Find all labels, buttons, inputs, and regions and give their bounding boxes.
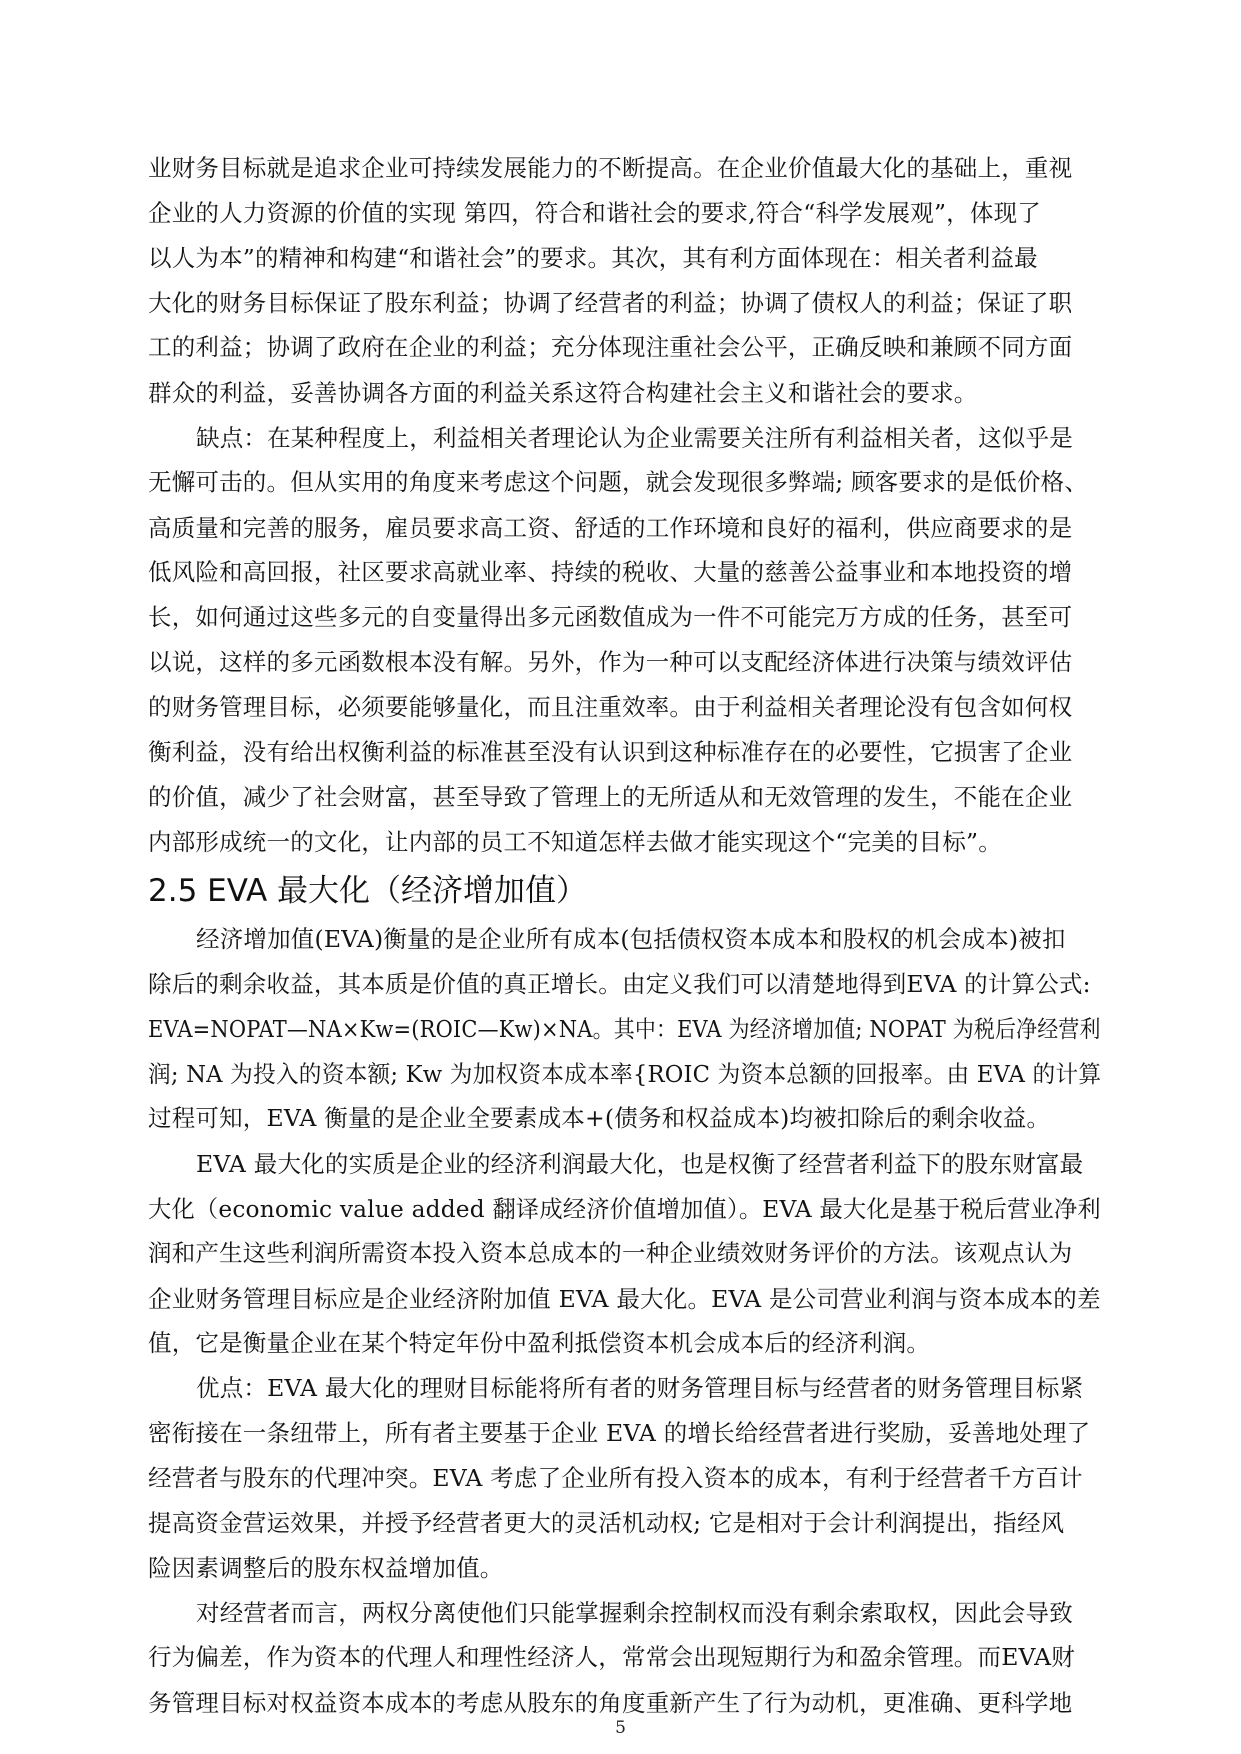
paragraph-6-line-1: 对经营者而言，两权分离使他们只能掌握剩余控制权而没有剩余索取权，因此会导致 [196, 1598, 1073, 1627]
paragraph-6-line-2: 行为偏差，作为资本的代理人和理性经济人，常常会出现短期行为和盈余管理。而EVA财 [148, 1643, 1076, 1672]
page-number: 5 [615, 1718, 626, 1738]
paragraph-2-line-10: 内部形成统一的文化，让内部的员工不知道怎样去做才能实现这个“完美的目标”。 [148, 827, 1002, 856]
paragraph-4-line-3: 润和产生这些利润所需资本投入资本总成本的一种企业绩效财务评价的方法。该观点认为 [148, 1239, 1073, 1268]
paragraph-2-line-6: 以说，这样的多元函数根本没有解。另外，作为一种可以支配经济体进行决策与绩效评估 [148, 648, 1073, 677]
paragraph-5-line-4: 提高资金营运效果，并授予经营者更大的灵活机动权; 它是相对于会计利润提出，指经风 [148, 1508, 1065, 1537]
paragraph-4-line-4: 企业财务管理目标应是企业经济附加值 EVA 最大化。EVA 是公司营业利润与资本成本的差 [148, 1284, 1101, 1313]
paragraph-2-line-8: 衡利益，没有给出权衡利益的标准甚至没有认识到这种标准存在的必要性，它损害了企业 [148, 737, 1073, 766]
paragraph-5-line-1: 优点：EVA 最大化的理财目标能将所有者的财务管理目标与经营者的财务管理目标紧 [196, 1373, 1084, 1402]
paragraph-5-line-2: 密衔接在一条纽带上，所有者主要基于企业 EVA 的增长给经营者进行奖励，妥善地处理了 [148, 1419, 1091, 1448]
paragraph-4-line-1: EVA 最大化的实质是企业的经济利润最大化，也是权衡了经营者利益下的股东财富最 [196, 1149, 1084, 1178]
paragraph-5-line-5: 险因素调整后的股东权益增加值。 [148, 1554, 504, 1583]
paragraph-2-line-3: 高质量和完善的服务，雇员要求高工资、舒适的工作环境和良好的福利，供应商要求的是 [148, 513, 1073, 542]
paragraph-2-line-5: 长，如何通过这些多元的自变量得出多元函数值成为一件不可能完万方成的任务，甚至可 [148, 602, 1073, 631]
paragraph-3-line-4: 润; NA 为投入的资本额; Kw 为加权资本成本率{ROIC 为资本总额的回报率。由 EVA 的计算 [148, 1059, 1102, 1088]
paragraph-5-line-3: 经营者与股东的代理冲突。EVA 考虑了企业所有投入资本的成本，有利于经营者千方百计 [148, 1464, 1083, 1493]
paragraph-1-line-5: 工的利益；协调了政府在企业的利益；充分体现注重社会公平，正确反映和兼顾不同方面 [148, 333, 1073, 362]
section-heading: 2.5 EVA 最大化（经济增加值） [148, 873, 588, 910]
paragraph-4-line-5: 值，它是衡量企业在某个特定年份中盈利抵偿资本机会成本后的经济利润。 [148, 1329, 931, 1358]
paragraph-2-line-4: 低风险和高回报，社区要求高就业率、持续的税收、大量的慈善公益事业和本地投资的增 [148, 558, 1073, 587]
paragraph-2-line-1: 缺点：在某种程度上，利益相关者理论认为企业需要关注所有利益相关者，这似乎是 [196, 423, 1073, 452]
paragraph-2-line-2: 无懈可击的。但从实用的角度来考虑这个问题，就会发现很多弊端; 顾客要求的是低价格、 [148, 468, 1089, 497]
paragraph-1-line-3: 以人为本”的精神和构建“和谐社会”的要求。其次，其有利方面体现在：相关者利益最 [148, 244, 1038, 273]
paragraph-1-line-6: 群众的利益，妥善协调各方面的利益关系这符合构建社会主义和谐社会的要求。 [148, 378, 978, 407]
paragraph-3-line-1: 经济增加值(EVA)衡量的是企业所有成本(包括债权资本成本和股权的机会成本)被扣 [196, 924, 1066, 953]
paragraph-2-line-7: 的财务管理目标，必须要能够量化，而且注重效率。由于利益相关者理论没有包含如何权 [148, 693, 1073, 722]
paragraph-6-line-3: 务管理目标对权益资本成本的考虑从股东的角度重新产生了行为动机，更准确、更科学地 [148, 1689, 1073, 1717]
paragraph-3-line-2: 除后的剩余收益，其本质是价值的真正增长。由定义我们可以清楚地得到EVA 的计算公式: [148, 969, 1091, 998]
paragraph-1-line-2: 企业的人力资源的价值的实现 第四，符合和谐社会的要求,符合“科学发展观”，体现了 [148, 198, 1041, 227]
paragraph-4-line-2: 大化（economic value added 翻译成经济价值增加值）。EVA 最大化是基于税后营业净利 [148, 1194, 1101, 1223]
paragraph-1-line-4: 大化的财务目标保证了股东利益；协调了经营者的利益；协调了债权人的利益；保证了职 [148, 288, 1073, 317]
paragraph-3-line-5: 过程可知，EVA 衡量的是企业全要素成本+(债务和权益成本)均被扣除后的剩余收益。 [148, 1104, 1051, 1133]
paragraph-1-line-1: 业财务目标就是追求企业可持续发展能力的不断提高。在企业价值最大化的基础上，重视 [148, 154, 1073, 182]
paragraph-3-line-3: EVA=NOPAT—NA×Kw=(ROIC—Kw)×NA。其中：EVA 为经济增加值; NOPAT 为税后净经营利 [148, 1015, 1101, 1044]
paragraph-2-line-9: 的价值，减少了社会财富，甚至导致了管理上的无所适从和无效管理的发生，不能在企业 [148, 783, 1073, 812]
